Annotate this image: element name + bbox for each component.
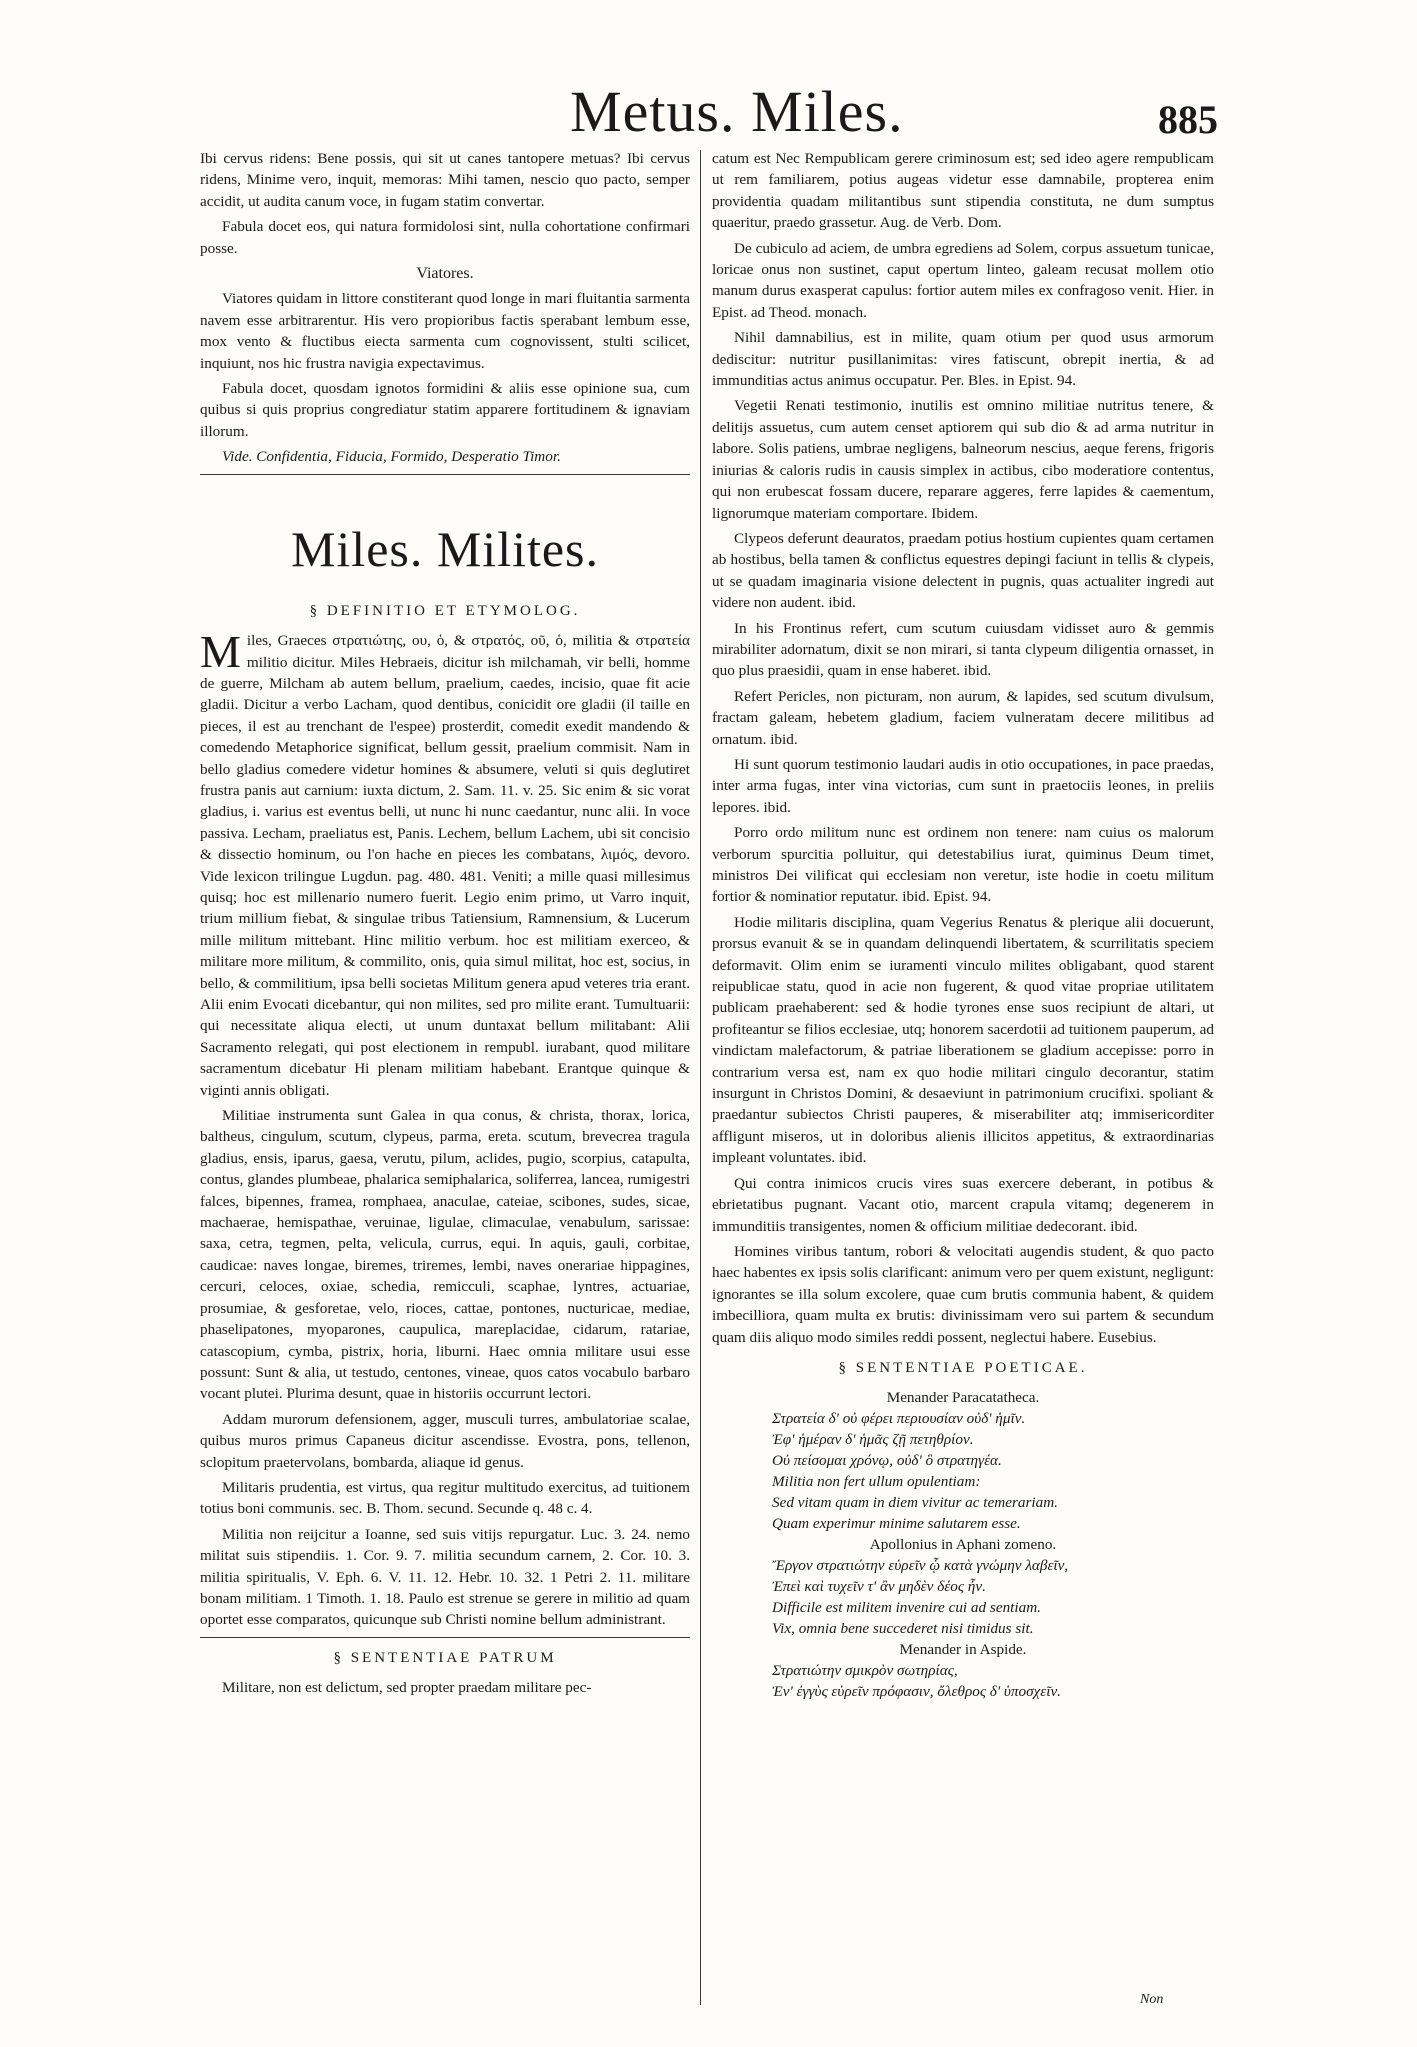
- greek-line: Ἐν' ἐγγὺς εὑρεῖν πρόφασιν, ὄλεθρος δ' ὑποσχεῖν.: [772, 1683, 1061, 1701]
- drop-cap: M: [200, 626, 241, 678]
- paragraph-definition: [200, 626, 690, 1101]
- poem-block: [772, 1387, 1214, 1702]
- paragraph: Militare, non est delictum, sed propter praedam militare pec-: [222, 1679, 592, 1697]
- paragraph: Homines viribus tantum, robori & velocitati augendis student, & quo pacto haec habentes ex ipsis solis clarificant: animum vero per quem existunt, negligunt: ignorantes se illa solum excolere, quae cum brutis communia habent, & quidem imbecilliora, quam multa ex brutis: divinissimam vero sui partem & secundum quam diis aliquo modo similes reddi possent, neglectui habere. Eusebius.: [712, 1242, 1214, 1346]
- running-title: Metus. Miles.: [570, 79, 904, 144]
- poem-source: Menander in Aspide.: [899, 1641, 1027, 1659]
- page-number: 885: [1158, 97, 1218, 142]
- subheading-viatores: Viatores.: [416, 265, 474, 283]
- paragraph: In his Frontinus refert, cum scutum cuiusdam vidisset auro & gemmis mirabiliter adornatum, dixit se non mirari, si tanta clypeum diligentia ornasset, in quo plus praesidii, quam in ense haberet. ibid.: [712, 619, 1214, 680]
- greek-line: Ἔργον στρατιώτην εὑρεῖν ᾧ κατὰ γνώμην λαβεῖν,: [772, 1557, 1069, 1575]
- latin-line: Sed vitam quam in diem vivitur ac temerariam.: [772, 1494, 1058, 1512]
- paragraph: Ibi cervus ridens: Bene possis, qui sit ut canes tantopere metuas? Ibi cervus ridens, Minime vero, inquit, memoras: Mihi tamen, nescio quo pacto, semper accidit, ut audita canum voce, in fugam statim convertar.: [200, 150, 690, 210]
- poetic-heading: § SENTENTIAE POETICAE.: [838, 1359, 1088, 1376]
- latin-line: Militia non fert ullum opulentiam:: [772, 1473, 981, 1491]
- definition-text: iles, Graeces στρατιώτης, ου, ὁ, & στρατός, οῦ, ὁ, militia & στρατεία militio dicitur. Miles Hebraeis, dicitur ish milchamah, vir belli, homme de guerre, Milcham ab autem bellum, praelium, caedes, incisio, quae fit acie gladii. Dicitur a verbo Lacham, quod dentibus, conicidit ore gladii (il taille en pieces, il est au trenchant de l'espee) prosterdit, comedit exedit mandendo & comedendo Metaphorice significat, bellum gessit, praelium commisit. Nam in bello gladius comedere videtur homines & absumere, veluti si quis deglutiret frustra panis aut carnium: iuxta dictum, 2. Sam. 11. v. 25. Sic enim & sic vorat gladius, i. varius est eventus belli, ut nunc hi nunc caedantur, nunc alii. In voce passiva. Lecham, praeliatus est, Panis. Lechem, bellum Lachem, ubi sit concisio & dissectio hominum, ou l'on hache en pieces les combatans, λιμός, devoro. Vide lexicon trilingue Lugdun. pag. 480. 481. Veniti; a mille quasi millesimus quisq; hoc est millenario numero fuerit. Legio enim primo, ut Varro inquit, trium millium fiebat, & singulae tribus Tatiensium, Ramnensium, & Lucerum mille militum mittebant. Hinc militio verbum. hoc est militiam exerceo, & militare more militum, & commilito, onis, quia simul militat, hoc est, socius, in bello, & commilitium, ipsa belli societas Militum genera apud veteres tria erant. Alii enim Evocati dicebantur, qui non milites, sed pro milite erant. Tumultuarii: qui necessitate aliqua electi, ut unum duntaxat bellum militabant: Alii Sacramento relegati, qui post electionem in rempubl. iurabant, quod militare sacramentum dicebatur Hi plenam militiam habebant. Erantque quinque & viginti annis obligati.: [200, 632, 690, 1099]
- definition-heading: § DEFINITIO ET ETYMOLOG.: [309, 602, 581, 619]
- paragraph: Militaris prudentia, est virtus, qua regitur multitudo exercitus, ad tuitionem totius boni communis. sec. B. Thom. secund. Secunde q. 48 c. 4.: [200, 1478, 690, 1518]
- paragraph: Fabula docet, quosdam ignotos formidini & aliis esse opinione sua, cum quibus si quis proprius congrediatur statim apparere fortitudinem & ignaviam illorum.: [200, 380, 690, 440]
- cross-reference: Vide. Confidentia, Fiducia, Formido, Desperatio Timor.: [222, 448, 561, 466]
- latin-line: Difficile est militem invenire cui ad sentiam.: [772, 1599, 1041, 1617]
- paragraph: Militiae instrumenta sunt Galea in qua conus, & christa, thorax, lorica, baltheus, cingulum, scutum, clypeus, parma, ereta. scutum, brevecrea tragula gladius, ensis, iparus, gaesa, verutu, pilum, aclides, pugio, scorpius, catapulta, contus, glandes plumbeae, phalarica semiphalarica, soliferrea, lancea, rumigestri falces, bipennes, framea, romphaea, anaculae, cateiae, scibones, sudes, sicae, machaerae, hemispathae, veruinae, ligulae, climaculae, venabulum, sarissae: saxa, cetra, tegmen, pelta, velicula, currus, equi. In aquis, gauli, corbitae, caudicae: naves longae, biremes, triremes, lembi, naves onerariae hippagines, cercuri, celoces, oxiae, schedia, remicculi, scaphae, lyntres, actuariae, prosumiae, & gesforetae, velo, rioces, cattae, pontones, nucturicae, mediae, phaselipatones, myoparones, caupulica, mareplacidae, cidarum, ratariae, catascopium, cymba, pistrix, horia, liburni. Haec omnia militare usui esse possunt: Sunt & alia, ut testudo, centones, vineae, quos catos vocabulo barbaro vocant plutei. Plurima desunt, quae in historiis occurrunt lectori.: [200, 1107, 690, 1403]
- greek-line: Ἐπεὶ καὶ τυχεῖν τ' ἂν μηδὲν δέος ἦν.: [772, 1578, 986, 1596]
- catchword: Non: [1140, 1992, 1164, 2007]
- paragraph: Clypeos deferunt deauratos, praedam potius hostium cupientes quam certamen ab hostibus, bella tamen & conflictus equestres depingi faciunt in tellis & clypeis, ut se quadam imaginaria visione delectent in pugnis, quas actualiter ingredi aut videre non audent. ibid.: [712, 529, 1214, 612]
- left-column: [200, 148, 690, 2008]
- column-rule: [700, 150, 701, 2005]
- paragraph: Qui contra inimicos crucis vires suas exercere deberant, in potibus & ebrietatibus pugnant. Vacant otio, marcent crapula vitamq; degenerem in immunditiis transigentes, nomen & officium militiae dedecorant. ibid.: [712, 1174, 1214, 1235]
- latin-line: Quam experimur minime salutarem esse.: [772, 1515, 1021, 1533]
- running-head: [0, 78, 1417, 148]
- greek-line: Στρατιώτην σμικρὸν σωτηρίας,: [772, 1662, 958, 1680]
- paragraph: Vegetii Renati testimonio, inutilis est omnino militiae nutritus tenere, & delitijs assuetus, cum autem censet aptiorem qui sub dio & ad arma nutritur in labore. Solis patiens, umbrae negligens, balneorum nescius, aeque ferens, frigoris iniurias & caloris rudis in causis simplex in actibus, cibo moderatiore contentus, qui non erubescat fossam ducere, reparare aggeres, ferre lapides & caementum, lignorumque materiam comportare. Ibidem.: [712, 397, 1214, 522]
- paragraph: Militia non reijcitur a Ioanne, sed suis vitijs repurgatur. Luc. 3. 24. nemo militat suis stipendiis. 1. Cor. 9. 7. militia secundum carnem, 2. Cor. 10. 3. militia spiritualis, V. Eph. 6. V. 11. 12. Hebr. 10. 32. 1 Petri 2. 11. militare bonam militiam. 1 Timoth. 1. 18. Paulo est strenue se gerere in militio ad quam oportet esse comparatos, quicunque sub Christi nomine bellum administrant.: [200, 1525, 690, 1629]
- poem-source: Apollonius in Aphani zomeno.: [869, 1536, 1057, 1554]
- section-title: Miles. Milites.: [290, 520, 600, 577]
- paragraph: Addam murorum defensionem, agger, musculi turres, ambulatoriae scalae, quibus muros primus Capaneus dicitur ascendisse. Evostra, pons, tellenon, sclopitum praetervolans, bombarda, aliaque id genus.: [200, 1410, 690, 1471]
- paragraph: Refert Pericles, non picturam, non aurum, & lapides, sed scutum divulsum, fractam galeam, hebetem gladium, faciem vulneratam decere militibus ad ornatum. ibid.: [712, 687, 1214, 748]
- paragraph: Porro ordo militum nunc est ordinem non tenere: nam cuius os malorum verborum spurcitia polluitur, qui detestabilius iurat, quiminus Deum timet, ministros Dei vilificat qui ecclesiam non veretur, iste hodie in coetu militum fortior & nominatior reputatur. ibid. Epist. 94.: [712, 824, 1214, 906]
- paragraph: Fabula docet eos, qui natura formidolosi sint, nulla cohortatione confirmari posse.: [200, 218, 690, 257]
- patrum-heading: § SENTENTIAE PATRUM: [333, 1649, 557, 1666]
- latin-line: Vix, omnia bene succederet nisi timidus sit.: [772, 1620, 1034, 1638]
- greek-line: Στρατεία δ' οὐ φέρει περιουσίαν οὐδ' ἡμῖν.: [772, 1410, 1026, 1428]
- paragraph: Viatores quidam in littore constiterant quod longe in mari fluitantia sarmenta navem esse arbitrarentur. His vero propioribus factis sperabant lembum esse, mox vento & fluctibus eiecta sarmenta cum cognovissent, stulti scilicet, inquiunt, nos hic frustra navigia expectavimus.: [200, 290, 690, 372]
- paragraph: Nihil damnabilius, est in milite, quam otium per quod usus armorum dediscitur: nutritur pusillanimitas: vires fatiscunt, obrepit inertia, & ad immunditias actus animus occupatur. Per. Bles. in Epist. 94.: [712, 329, 1214, 390]
- greek-line: Οὐ πείσομαι χρόνῳ, οὐδ' ὃ στρατηγέα.: [772, 1452, 1002, 1470]
- poem-source: Menander Paracatatheca.: [886, 1389, 1040, 1407]
- paragraph: catum est Nec Rempublicam gerere criminosum est; sed ideo agere rempublicam ut rem familiarem, potius augeas videtur esse damnabile, propterea enim providentia quadam militantibus sunt stipendia constituta, ne dum sumptus quaeritur, praedo grassetur. Aug. de Verb. Dom.: [712, 150, 1214, 232]
- paragraph: Hodie militaris disciplina, quam Vegerius Renatus & plerique alii docuerunt, prorsus evanuit & se in quandam delinquendi libertatem, & scurrilitatis speciem deformavit. Olim enim se iuramenti vinculo milites obligabant, quod starent reipublicae statu, quod in acie non fugerent, & quod vitae propriae utilitatem publicam praehaberent: sed & hodie tyrones ense suos recipiunt de altari, ut profiteantur se filios ecclesiae, utq; honorem sacerdotii ad tuitionem pauperum, ad vindictam malefactorum, & patriae liberationem se gladium accepisse: porro in contrarium versa est, nam ex quo hodie militari cingulo decorantur, statim insurgunt in Christos Domini, & desaeviunt in patrimonium crucifixi. spoliant & praedantur subiectos Christi pauperes, & miserabiliter atq; immisericorditer affligunt miseros, ut in doloribus alienis illicitos appetitus, & extraordinarias impleant voluntates. ibid.: [712, 913, 1214, 1167]
- paragraph: De cubiculo ad aciem, de umbra egrediens ad Solem, corpus assuetum tunicae, loricae onus non sustinet, caput opertum linteo, galeam recusat mollem otio manum durus exasperat capulus: fortior autem miles ex confragoso venit. Hier. in Epist. ad Theod. monach.: [712, 239, 1214, 321]
- greek-line: Ἐφ' ἡμέραν δ' ἡμᾶς ζῇ πετηθρίον.: [772, 1431, 974, 1449]
- paragraph: Hi sunt quorum testimonio laudari audis in otio occupationes, in pace praedas, inter arma fugas, inter vina victorias, cum sunt in praetociis leones, in preliis lepores. ibid.: [712, 755, 1214, 816]
- section-divider: [200, 1637, 690, 1638]
- right-column: [712, 148, 1214, 2008]
- section-divider: [200, 474, 690, 475]
